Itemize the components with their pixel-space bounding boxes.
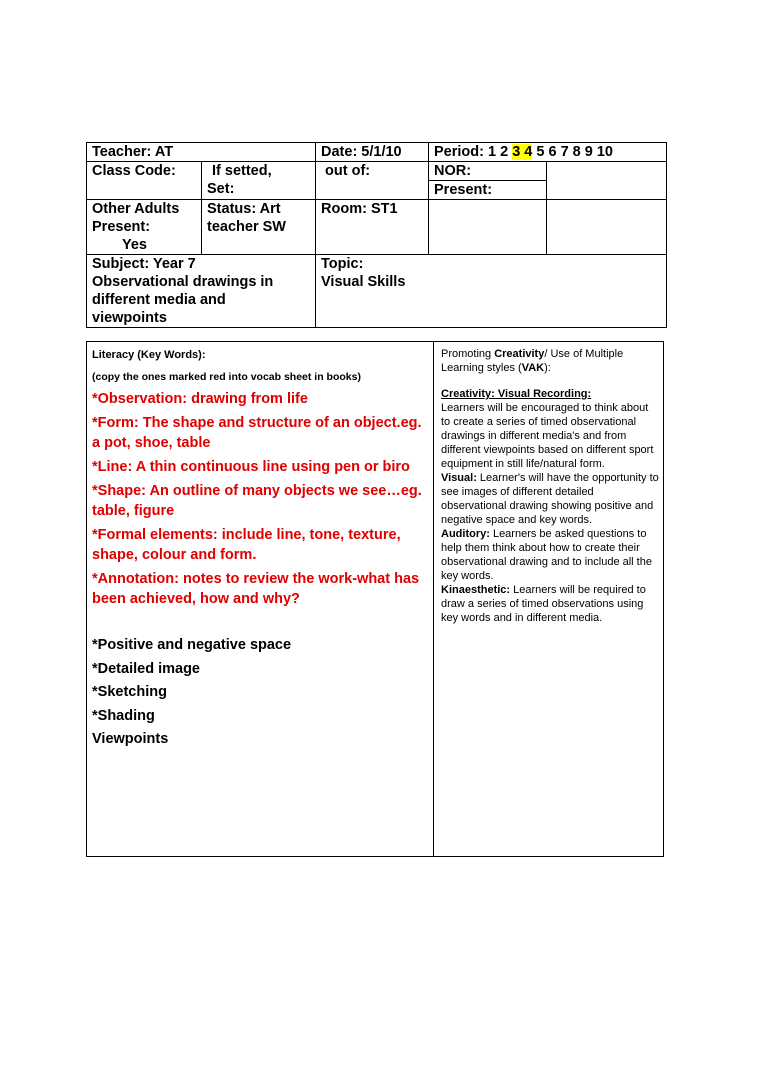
period-highlight: 3 4 — [512, 144, 533, 160]
creativity-column — [434, 342, 663, 856]
set-label: Set: — [207, 181, 235, 197]
auditory-paragraph — [441, 527, 659, 583]
key-word-annotation: *Annotation: notes to review the work-what has been achieved, how and why? — [92, 571, 420, 607]
subject-cell — [87, 255, 316, 328]
intro-part2: / Use of Multiple Learning styles ( — [441, 348, 624, 374]
key-word-sketching: *Sketching — [92, 684, 167, 700]
topic-cell — [316, 255, 667, 328]
intro-vak: VAK — [521, 362, 545, 374]
key-word-positive-negative: *Positive and negative space — [92, 637, 292, 653]
period-cell — [429, 143, 667, 162]
status-line2: teacher SW — [207, 219, 286, 235]
room-cell: Room: ST1 — [316, 200, 429, 255]
key-word-shape: *Shape: An outline of many objects we see…eg. table, figure — [92, 483, 422, 519]
period-prefix: Period: 1 2 — [434, 144, 513, 160]
key-word-line: *Line: A thin continuous line using pen or biro — [92, 459, 410, 475]
if-setted-label: If setted, — [212, 163, 272, 179]
key-word-detailed-image: *Detailed image — [92, 660, 200, 677]
black-key-words — [92, 635, 433, 749]
kinaesthetic-label: Kinaesthetic: — [441, 584, 511, 596]
status-line1: Status: Art — [207, 201, 281, 217]
key-word-observation: *Observation: drawing from life — [92, 391, 308, 407]
date-cell: Date: 5/1/10 — [316, 143, 429, 162]
nor-value-cell — [547, 162, 667, 200]
auditory-label: Auditory: — [441, 528, 490, 540]
literacy-title: Literacy (Key Words): — [92, 349, 206, 361]
creativity-title: Creativity: Visual Recording: — [441, 388, 592, 400]
intro-bold: Creativity — [494, 348, 545, 360]
other-adults-line2: Present: — [92, 219, 151, 235]
subject-line1: Subject: Year 7 — [92, 256, 196, 272]
teacher-cell: Teacher: AT — [87, 143, 316, 162]
visual-text: Learner's will have the opportunity to see images of different detailed observational drawing showing positive and negative space and key words. — [441, 472, 659, 526]
empty-cell-b — [547, 200, 667, 255]
key-word-form: *Form: The shape and structure of an object.eg. a pot, shoe, table — [92, 415, 422, 451]
intro-part3: ): — [544, 362, 551, 374]
set-cell — [202, 162, 316, 200]
visual-label: Visual: — [441, 472, 477, 484]
period-suffix: 5 6 7 8 9 10 — [532, 144, 613, 160]
topic-line1: Topic: — [321, 256, 364, 272]
other-adults-cell — [87, 200, 202, 255]
empty-cell-a — [429, 200, 547, 255]
kinaesthetic-text: Learners will be required to draw a series of timed observations using key words and in different media. — [441, 584, 646, 624]
nor-cell: NOR: — [429, 162, 547, 181]
key-word-shading: *Shading — [92, 707, 155, 724]
lesson-info-table — [86, 142, 667, 328]
visual-paragraph — [441, 471, 659, 527]
status-cell — [202, 200, 316, 255]
key-word-viewpoints: Viewpoints — [92, 731, 169, 747]
creativity-text: Learners will be encouraged to think about to create a series of timed observational drawings in different media's and from different viewpoints based on different sport equipment in still life/natural form. — [441, 402, 654, 470]
subject-line2: Observational drawings in different media and viewpoints — [92, 274, 274, 326]
class-code-cell: Class Code: — [87, 162, 202, 200]
red-key-words — [92, 389, 433, 609]
out-of-cell: out of: — [316, 162, 429, 200]
lesson-detail-box — [86, 341, 664, 857]
auditory-text: Learners be asked questions to help them think about how to create their observational drawing and to include all the key words. — [441, 528, 652, 582]
creativity-intro — [441, 347, 659, 375]
other-adults-line1: Other Adults — [92, 201, 180, 217]
intro-part1: Promoting — [441, 348, 495, 360]
topic-line2: Visual Skills — [321, 274, 406, 290]
kinaesthetic-paragraph — [441, 583, 659, 625]
literacy-column — [87, 342, 434, 856]
other-adults-line3: Yes — [122, 237, 147, 253]
literacy-note: (copy the ones marked red into vocab sheet in books) — [92, 371, 361, 383]
present-cell: Present: — [429, 181, 547, 200]
key-word-formal-elements: *Formal elements: include line, tone, texture, shape, colour and form. — [92, 527, 401, 563]
